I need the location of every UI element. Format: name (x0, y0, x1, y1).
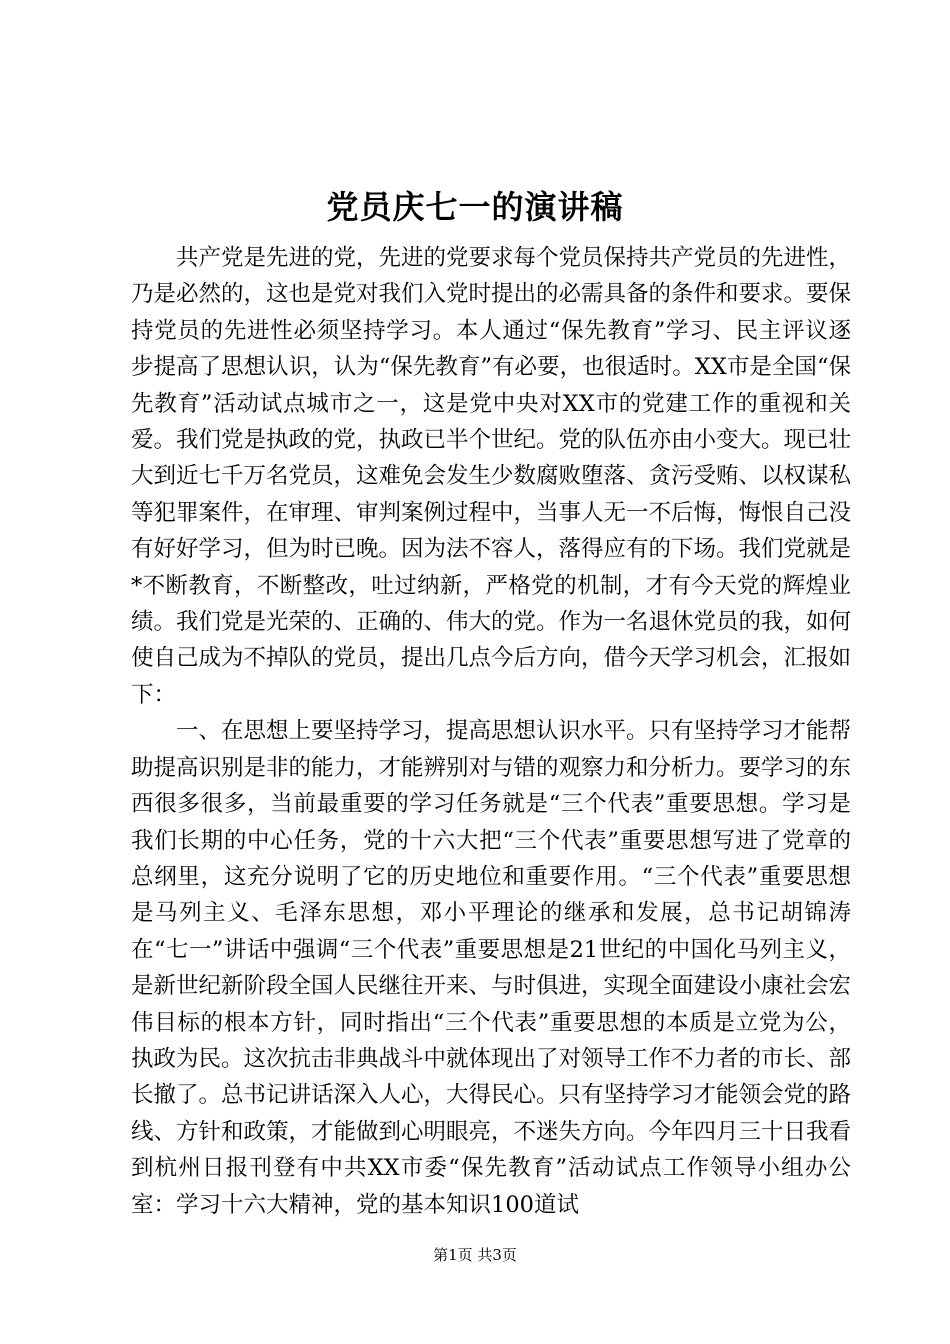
paragraph-intro: 共产党是先进的党，先进的党要求每个党员保持共产党员的先进性，乃是必然的，这也是党对我们入党时提出的必需具备的条件和要求。要保持党员的先进性必须坚持学习。本人通过“保先教育”学习、民主评议逐步提高了思想认识，认为“保先教育”有必要，也很适时。XX市是全国“保先教育”活动试点城市之一，这是党中央对XX市的党建工作的重视和关爱。我们党是执政的党，执政已半个世纪。党的队伍亦由小变大。现已壮大到近七千万名党员，这难免会发生少数腐败堕落、贪污受贿、以权谋私等犯罪案件，在审理、审判案例过程中，当事人无一不后悔，悔恨自己没有好好学习，但为时已晚。因为法不容人，落得应有的下场。我们党就是*不断教育，不断整改，吐过纳新，严格党的机制，才有今天党的辉煌业绩。我们党是光荣的、正确的、伟大的党。作为一名退休党员的我，如何使自己成为不掉队的党员，提出几点今后方向，借今天学习机会，汇报如下： (131, 245, 852, 708)
paragraph-point-one: 一、在思想上要坚持学习，提高思想认识水平。只有坚持学习才能帮助提高识别是非的能力，才能辨别对与错的观察力和分析力。要学习的东西很多很多，当前最重要的学习任务就是“三个代表”重要思想。学习是我们长期的中心任务，党的十六大把“三个代表”重要思想写进了党章的总纲里，这充分说明了它的历史地位和重要作用。“三个代表”重要思想是马列主义、毛泽东思想，邓小平理论的继承和发展，总书记胡锦涛在“七一”讲话中强调“三个代表”重要思想是21世纪的中国化马列主义，是新世纪新阶段全国人民继往开来、与时俱进，实现全面建设小康社会宏伟目标的根本方针，同时指出“三个代表”重要思想的本质是立党为公，执政为民。这次抗击非典战斗中就体现出了对领导工作不力者的市长、部长撤了。总书记讲话深入人心，大得民心。只有坚持学习才能领会党的路线、方针和政策，才能做到心明眼亮，不迷失方向。今年四月三十日我看到杭州日报刊登有中共XX市委“保先教育”活动试点工作领导小组办公室：学习十六大精神，党的基本知识100道试 (131, 718, 852, 1218)
document-body (131, 240, 851, 1223)
page-number-footer: 第1页 共3页 (433, 1246, 517, 1264)
document-title: 党员庆七一的演讲稿 (326, 188, 624, 226)
